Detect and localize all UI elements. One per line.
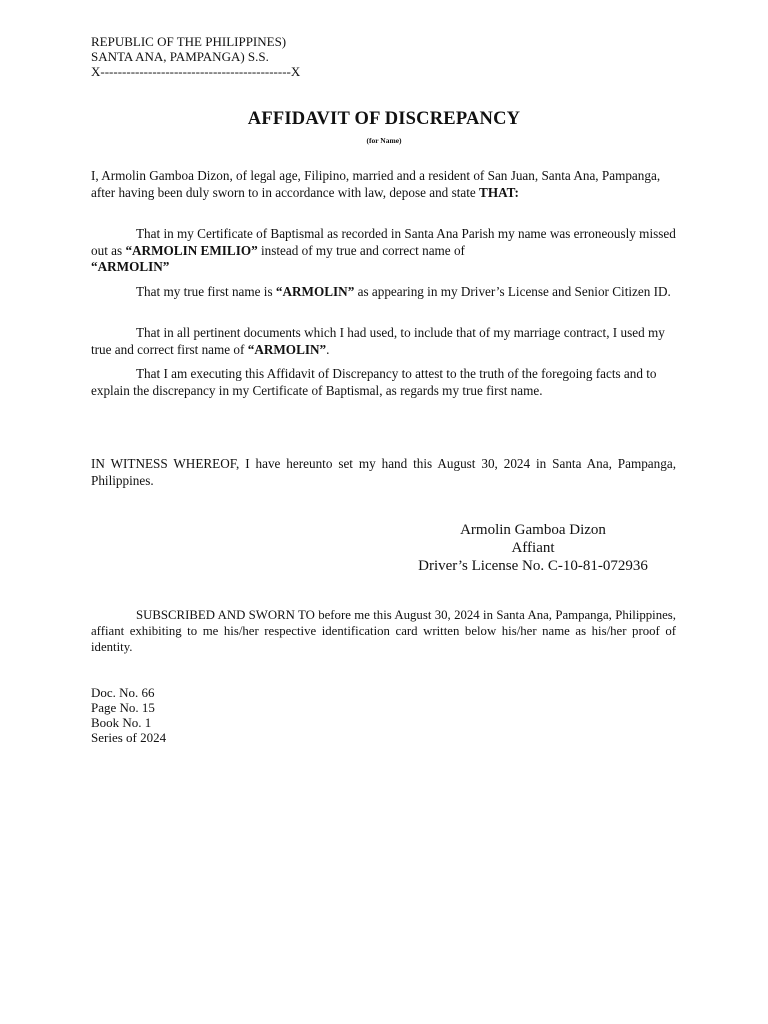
p2-text-a: That my true first name is xyxy=(136,284,276,299)
affiant-license: Driver’s License No. C-10-81-072936 xyxy=(418,558,648,574)
p3-text-c: . xyxy=(326,341,330,357)
affiant-name: Armolin Gamboa Dizon xyxy=(460,522,606,538)
p1-wrong-name: “ARMOLIN EMILIO” xyxy=(125,242,258,258)
p2-name: “ARMOLIN” xyxy=(275,284,355,299)
p1-correct-name: “ARMOLIN” xyxy=(91,259,170,274)
paragraph-purpose: That I am executing this Affidavit of Discrepancy to attest to the truth of the foregoing facts and to explain the discrepancy in my Certificate of Baptismal, as regards my true first name. xyxy=(91,366,657,398)
jurat-paragraph: SUBSCRIBED AND SWORN TO before me this August 30, 2024 in Santa Ana, Pampanga, Philippines, affiant exhibiting to me his/her respective identification card written below his/her name as his/her proof of identity. xyxy=(91,608,676,654)
paragraph-baptismal-record xyxy=(91,226,676,276)
notarial-doc-no: Doc. No. 66 xyxy=(91,685,155,700)
intro-paragraph xyxy=(91,168,676,201)
notarial-book-no: Book No. 1 xyxy=(91,715,152,730)
document-title: AFFIDAVIT OF DISCREPANCY xyxy=(247,109,521,129)
p3-name: “ARMOLIN” xyxy=(247,341,327,357)
witness-clause: IN WITNESS WHEREOF, I have hereunto set my hand this August 30, 2024 in Santa Ana, Pampanga, Philippines. xyxy=(91,456,676,488)
notarial-series: Series of 2024 xyxy=(91,730,167,745)
venue-header-line2: SANTA ANA, PAMPANGA) S.S. xyxy=(91,49,269,64)
p3-text-a: That in all pertinent documents which I had used, to include that of my marriage contract, I used my true and correct first name of xyxy=(91,325,665,357)
document-subtitle: (for Name) xyxy=(366,136,402,145)
affiant-role: Affiant xyxy=(511,540,555,556)
notarial-page-no: Page No. 15 xyxy=(91,700,155,715)
intro-text: I, Armolin Gamboa Dizon, of legal age, Filipino, married and a resident of San Juan, Santa Ana, Pampanga, after having been duly sworn to in accordance with law, depose and state xyxy=(91,168,661,200)
paragraph-true-name xyxy=(91,284,676,301)
p1-text-a: That in my Certificate of Baptismal as recorded in Santa Ana Parish my name was erroneously missed out as xyxy=(91,226,676,258)
p2-text-c: as appearing in my Driver’s License and Senior Citizen ID. xyxy=(354,284,671,299)
intro-that: THAT: xyxy=(479,184,519,200)
venue-header-line1: REPUBLIC OF THE PHILIPPINES) xyxy=(91,34,287,49)
venue-header-separator: X--------------------------------------------X xyxy=(91,64,301,79)
paragraph-pertinent-documents xyxy=(91,325,676,358)
p1-text-c: instead of my true and correct name of xyxy=(257,242,465,258)
